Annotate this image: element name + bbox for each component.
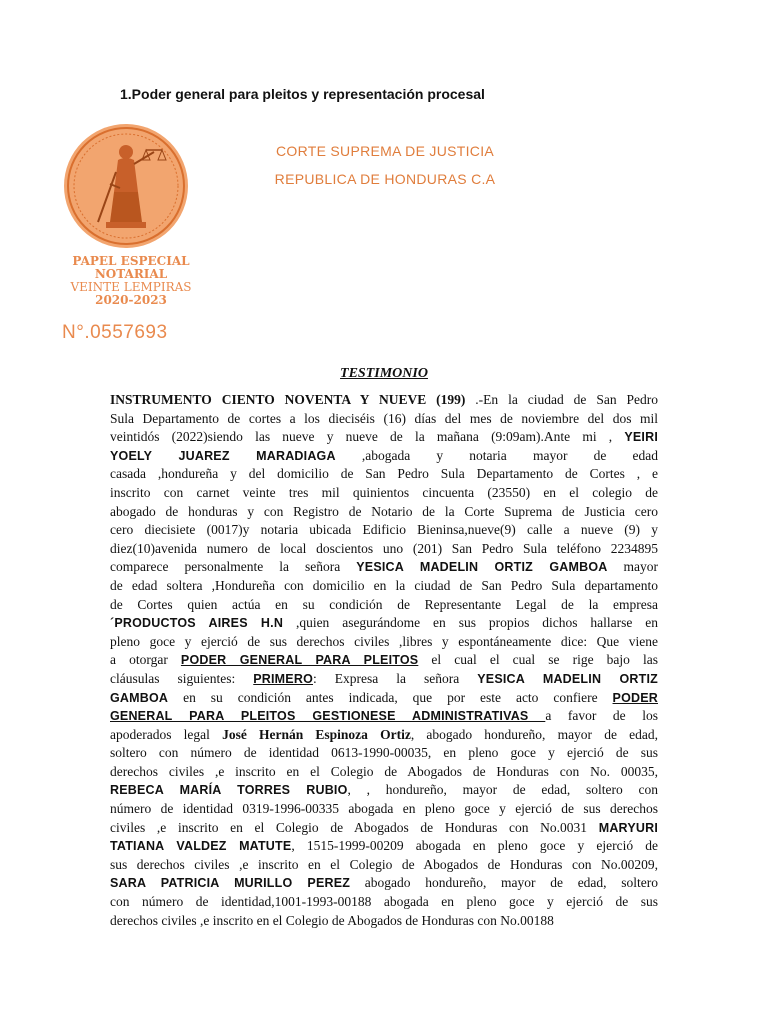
text-run: abogado hondureño, mayor de edad, soltero <box>350 875 659 891</box>
text-run: cláusulas siguientes: <box>110 670 254 686</box>
grantor-name: YESICA MADELIN ORTIZ <box>477 671 658 686</box>
text-run: ,abogada y notaria mayor de edad <box>335 447 658 463</box>
attorney-name: José Hernán Espinoza Ortiz <box>222 726 411 742</box>
body-line <box>110 874 658 893</box>
text-run: a favor de los <box>545 708 658 724</box>
body-line: de Cortes quien actúa en su condición de Representante Legal de la empresa <box>110 596 658 612</box>
notary-name: YOELY JUAREZ MARADIAGA <box>110 448 336 463</box>
attorney-name: TATIANA VALDEZ MATUTE <box>110 839 292 854</box>
body-line: sus derechos civiles ,e inscrito en el Colegio de Abogados de Honduras con No.00209, <box>110 856 658 872</box>
power-title: PODER GENERAL PARA PLEITOS <box>180 653 419 668</box>
text-run: el cual el cual se rige bajo las <box>418 652 658 668</box>
text-run: comparece personalmente la señora <box>110 559 357 575</box>
body-line: inscrito con carnet veinte tres mil quinientos cincuenta (23550) en el colegio de <box>110 484 658 500</box>
body-line <box>110 447 658 466</box>
body-line <box>110 726 658 745</box>
body-line <box>110 670 658 689</box>
attorney-name: REBECA MARÍA TORRES RUBIO <box>110 783 348 798</box>
text-run: .-En la ciudad de San Pedro <box>465 392 658 407</box>
stamp-line-2: NOTARIAL <box>94 267 168 281</box>
text-run: a otorgar <box>110 652 181 668</box>
body-line <box>110 707 658 726</box>
body-line: soltero con número de identidad 0613-1990-00035, en pleno goce y ejerció de sus <box>110 745 658 761</box>
power-title: GENERAL PARA PLEITOS GESTIONESE ADMINISTRATIVAS <box>110 709 546 724</box>
body-line <box>110 689 658 708</box>
body-line: cero diecisiete (0017)y notaria ubicada Edificio Bieninsa,nueve(9) calle a nueve (9) y <box>110 522 658 538</box>
body-line <box>110 614 658 633</box>
body-line <box>110 558 658 577</box>
stamp-line-1: PAPEL ESPECIAL <box>72 254 190 268</box>
text-run: mayor <box>607 559 658 575</box>
text-run: , abogado hondureño, mayor de edad, <box>410 726 658 742</box>
body-line <box>110 781 658 800</box>
body-line: número de identidad 0319-1996-00335 abogada en pleno goce y ejerció de sus derechos <box>110 801 658 817</box>
stamp-line-3: VEINTE LEMPIRAS <box>70 280 192 294</box>
body-line: Sula Departamento de cortes a los dieciséis (16) días del mes de noviembre del dos mil <box>110 410 658 426</box>
power-title: PODER <box>612 690 658 705</box>
text-run: , , hondureño, mayor de edad, soltero con <box>347 782 659 798</box>
text-run: ,quien asegurándome en sus propios dichos hallarse en <box>283 615 658 631</box>
court-subtitle: REPUBLICA DE HONDURAS C.A <box>274 171 496 187</box>
body-line: derechos civiles ,e inscrito en el Colegio de Abogados de Honduras con No. 00035, <box>110 763 658 779</box>
company-name: ´PRODUCTOS AIRES H.N <box>110 616 284 631</box>
text-run: apoderados legal <box>110 726 223 742</box>
attorney-name: MARYURI <box>598 820 658 835</box>
body-line <box>110 819 658 838</box>
notary-name: YEIRI <box>624 430 658 445</box>
text-run: , 1515-1999-00209 abogada en pleno goce y ejerció de <box>291 838 658 854</box>
text-run: civiles ,e inscrito en el Colegio de Abogados de Honduras con No.0031 <box>110 819 599 835</box>
stamp-line-4: 2020-2023 <box>95 293 167 307</box>
clause-title: PRIMERO <box>253 671 313 686</box>
text-run: : Expresa la señora <box>313 670 478 686</box>
body-line: casada ,hondureña y del domicilio de San Pedro Sula Departamento de Cortes , e <box>110 466 658 482</box>
grantor-name: YESICA MADELIN ORTIZ GAMBOA <box>356 560 608 575</box>
court-title: CORTE SUPREMA DE JUSTICIA <box>275 143 495 159</box>
body-line: diez(10)avenida numero de local doscientos uno (201) San Pedro Sula teléfono 2234895 <box>110 540 658 556</box>
body-line: pleno goce y ejerció de sus derechos civiles ,libres y espontáneamente dice: Que viene <box>110 633 658 649</box>
attorney-name: SARA PATRICIA MURILLO PEREZ <box>110 876 351 891</box>
body-line: con número de identidad,1001-1993-00188 abogada en pleno goce y ejerció de sus <box>110 894 658 910</box>
body-line: derechos civiles ,e inscrito en el Colegio de Abogados de Honduras con No.00188 <box>110 912 554 928</box>
body-line <box>110 837 658 856</box>
document-heading: 1.Poder general para pleitos y representación procesal <box>120 86 485 102</box>
document-body <box>110 391 658 930</box>
grantor-name: GAMBOA <box>110 690 169 705</box>
section-title: TESTIMONIO <box>340 366 428 381</box>
instrument-number: INSTRUMENTO CIENTO NOVENTA Y NUEVE (199) <box>110 392 466 407</box>
text-run: en su condición antes indicada, que por este acto confiere <box>168 689 613 705</box>
justice-seal <box>62 122 190 250</box>
serial-number: N°.0557693 <box>62 322 168 343</box>
text-run: veintidós (2022)siendo las nueve y nueve de la mañana (9:09am).Ante mi , <box>110 429 625 445</box>
body-line: de edad soltera ,Hondureña con domicilio en la ciudad de San Pedro Sula departamento <box>110 577 658 593</box>
body-line <box>110 428 658 447</box>
body-line <box>110 651 658 670</box>
body-line: abogado de honduras y con Registro de Notario de la Corte Suprema de Justicia cero <box>110 503 658 519</box>
body-line <box>110 391 658 410</box>
